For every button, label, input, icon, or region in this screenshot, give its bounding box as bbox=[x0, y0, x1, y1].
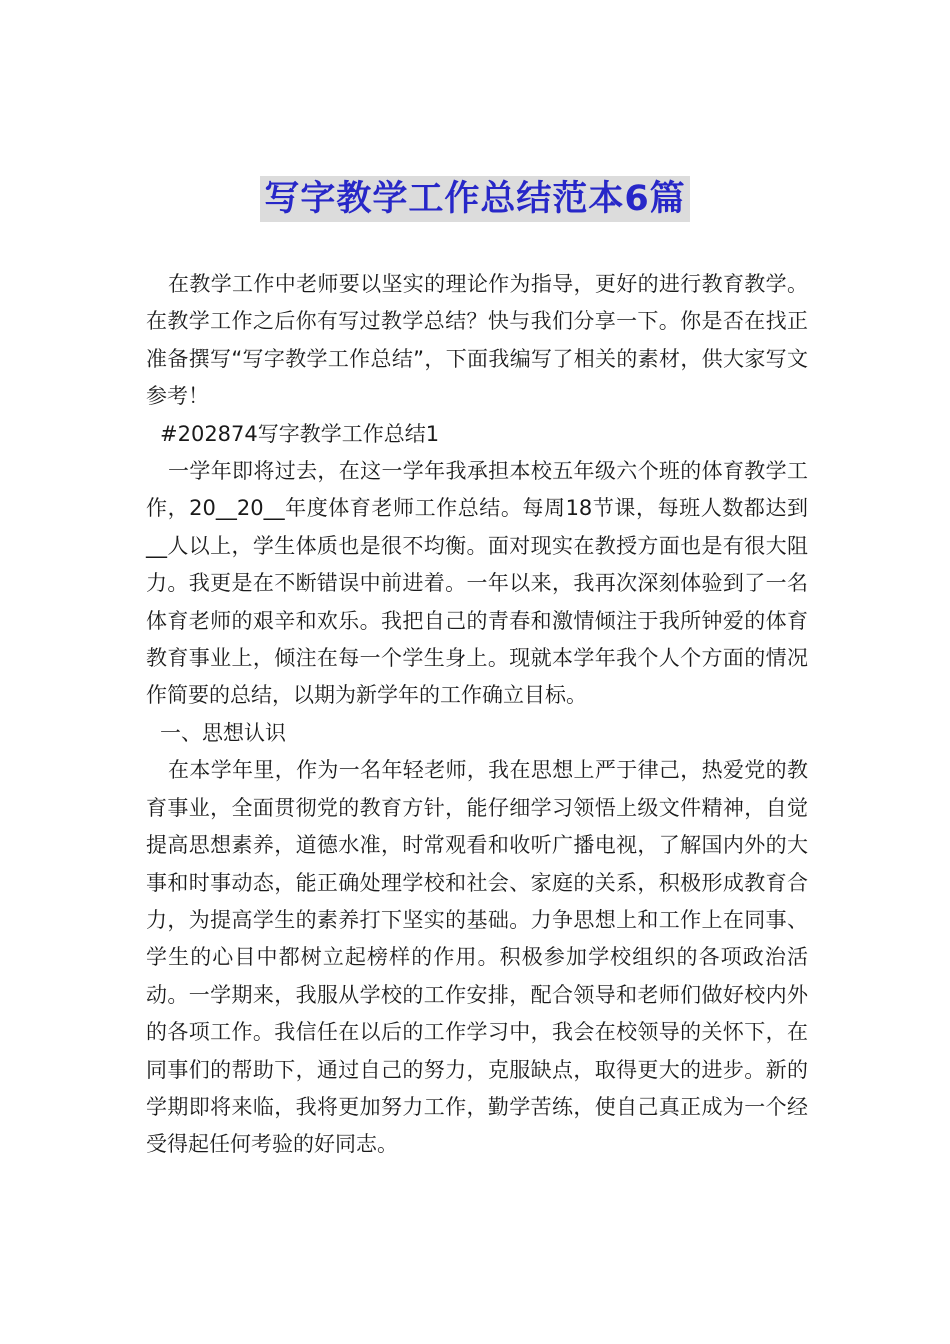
title-container bbox=[0, 176, 950, 222]
section-heading-summary-1: #202874写字教学工作总结1 bbox=[160, 421, 440, 446]
document-title: 写字教学工作总结范本6篇 bbox=[260, 176, 689, 222]
section-heading-ideology: 一、思想认识 bbox=[160, 720, 286, 745]
intro-paragraph: 在教学工作中老师要以坚实的理论作为指导，更好的进行教育教学。在教学工作之后你有写过教学总结？快与我们分享一下。你是否在找正准备撰写“写字教学工作总结”，下面我编写了相关的素材，供大家写文参考！ bbox=[146, 272, 808, 409]
body-paragraph: 在本学年里，作为一名年轻老师，我在思想上严于律己，热爱党的教育事业，全面贯彻党的教育方针，能仔细学习领悟上级文件精神，自觉提高思想素养，道德水准，时常观看和收听广播电视，了解国内外的大事和时事动态，能正确处理学校和社会、家庭的关系，积极形成教育合力，为提高学生的素养打下坚实的基础。力争思想上和工作上在同事、学生的心目中都树立起榜样的作用。积极参加学校组织的各项政治活动。一学期来，我服从学校的工作安排，配合领导和老师们做好校内外的各项工作。我信任在以后的工作学习中，我会在校领导的关怀下，在同事们的帮助下，通过自己的努力，克服缺点，取得更大的进步。新的学期即将来临，我将更加努力工作，勤学苦练，使自己真正成为一个经受得起任何考验的好同志。 bbox=[146, 758, 808, 1157]
document-body bbox=[146, 266, 808, 1164]
body-paragraph: 一学年即将过去，在这一学年我承担本校五年级六个班的体育教学工作，20__20__年度体育老师工作总结。每周18节课，每班人数都达到__人以上，学生体质也是很不均衡。面对现实在教授方面也是有很大阻力。我更是在不断错误中前进着。一年以来，我再次深刻体验到了一名体育老师的艰辛和欢乐。我把自己的青春和激情倾注于我所钟爱的体育教育事业上，倾注在每一个学生身上。现就本学年我个人个方面的情况作简要的总结，以期为新学年的工作确立目标。 bbox=[146, 459, 808, 708]
